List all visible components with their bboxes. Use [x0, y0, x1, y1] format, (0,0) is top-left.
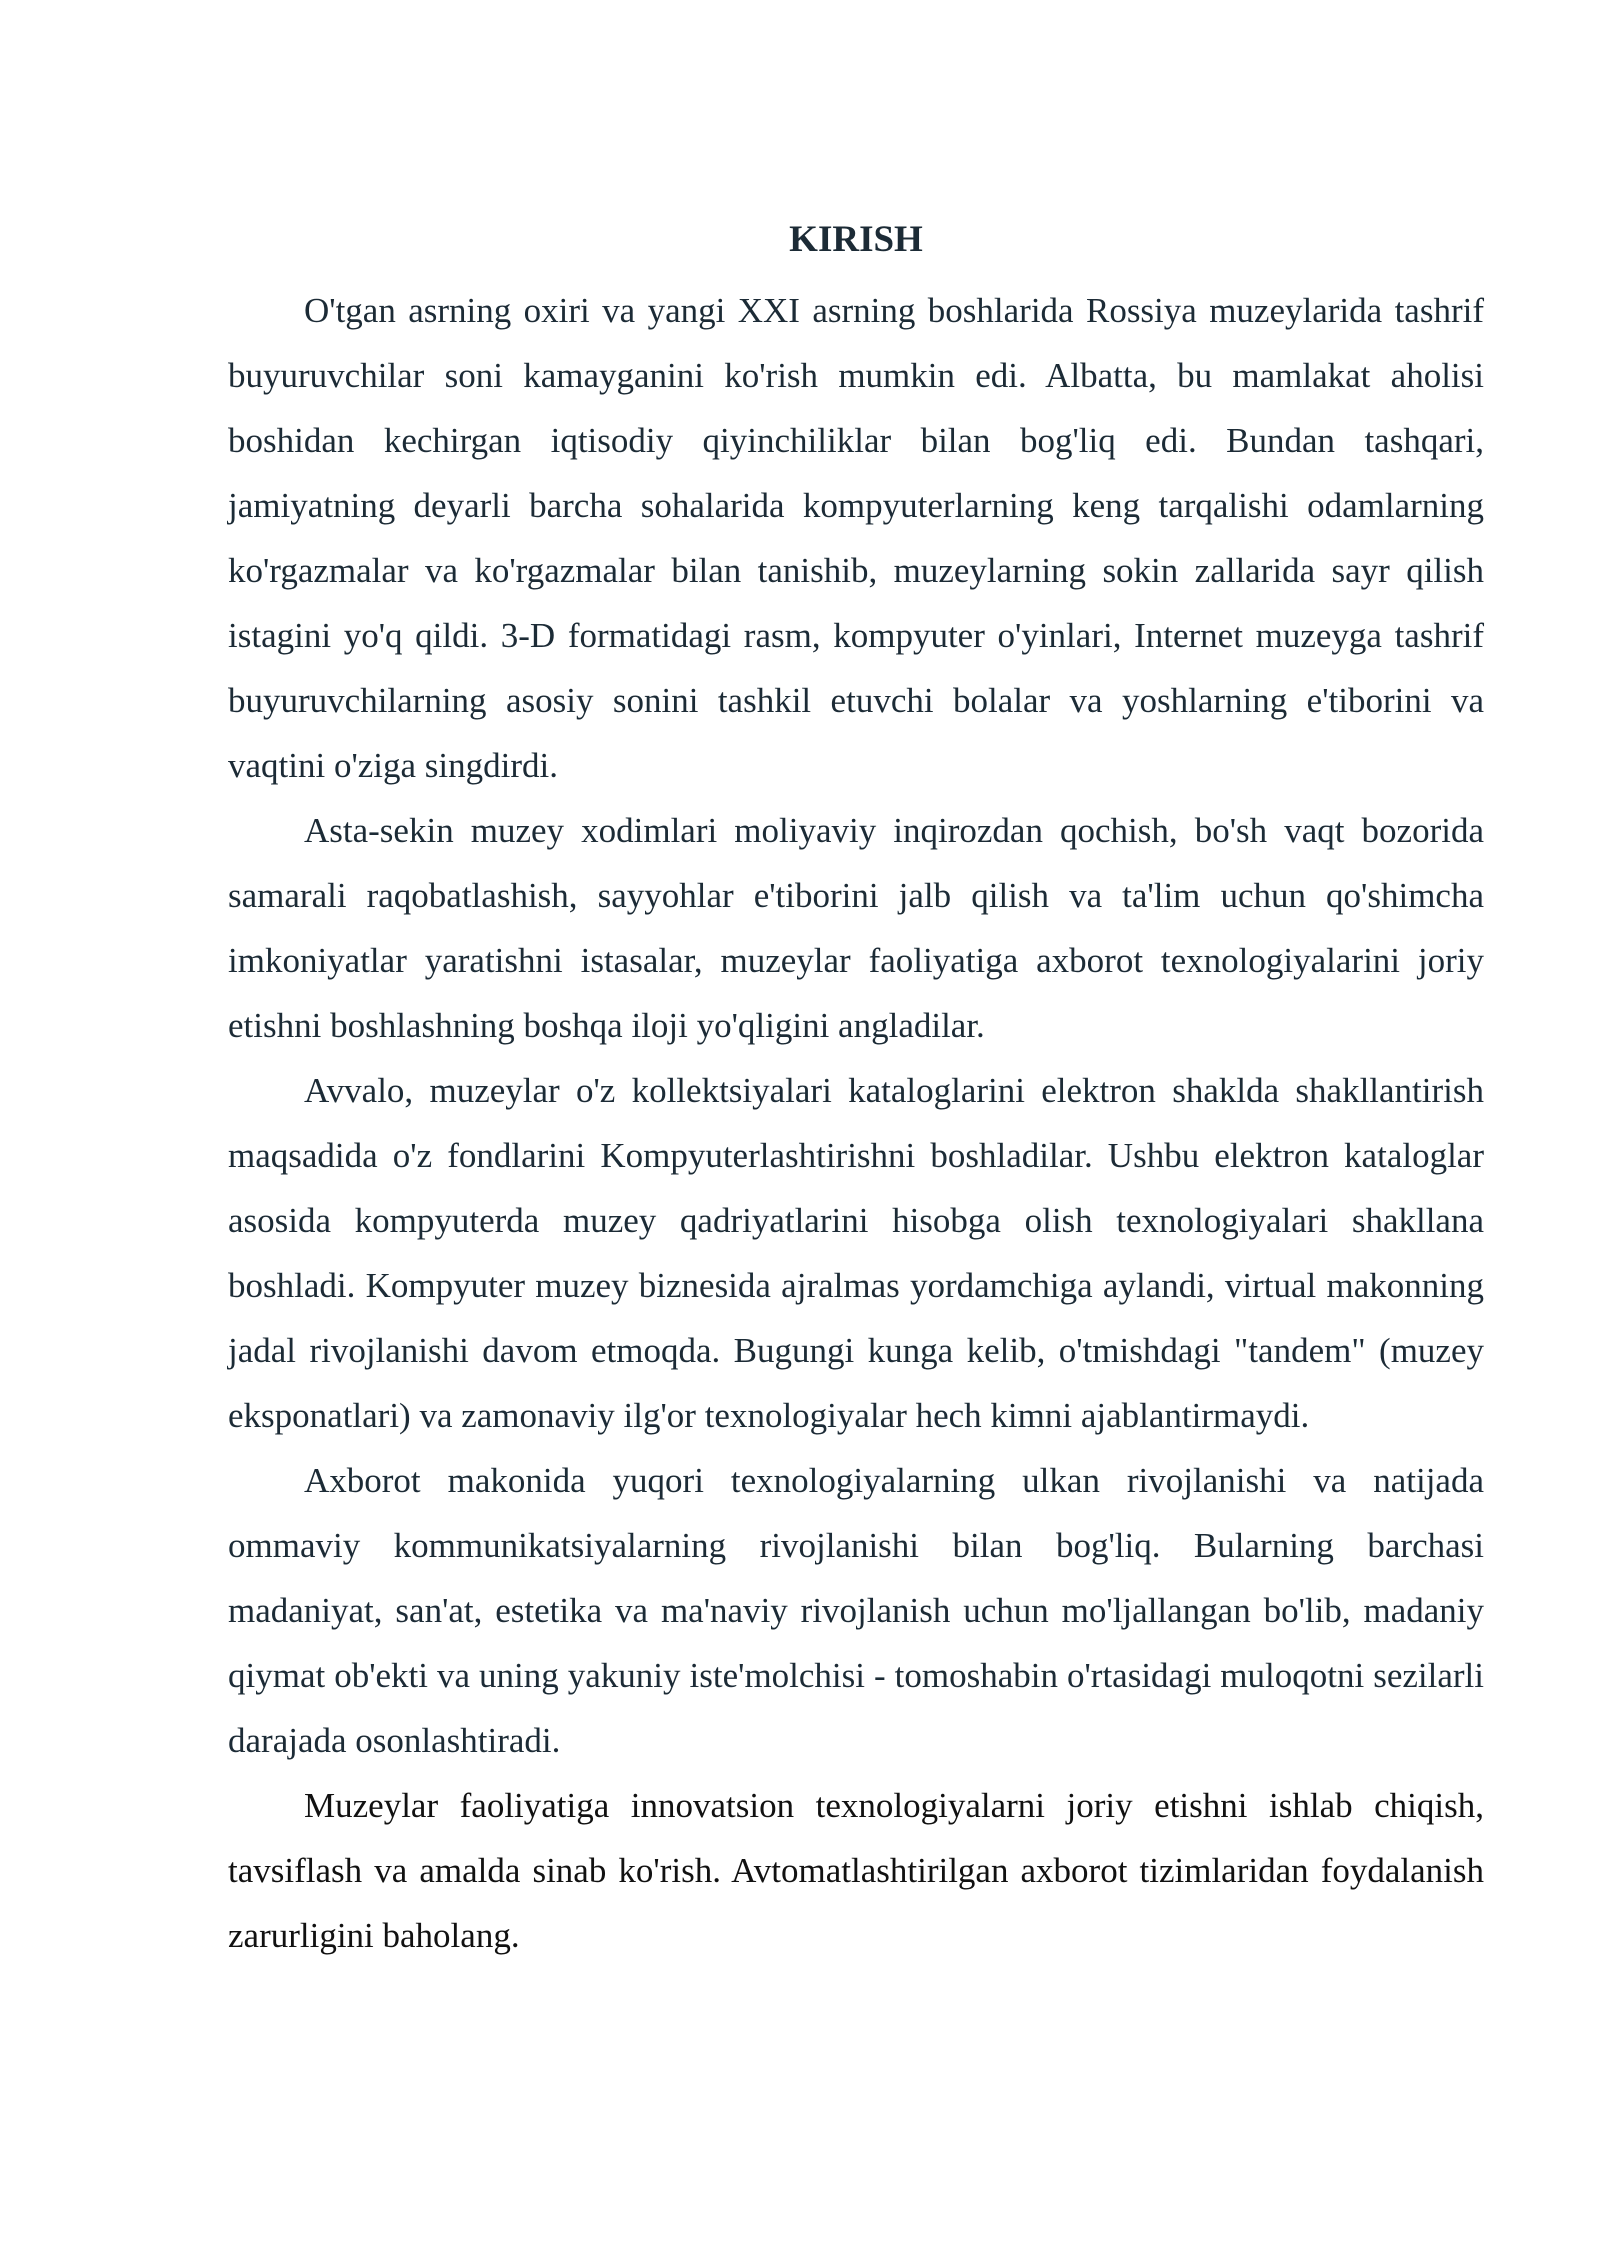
- paragraph-3: Avvalo, muzeylar o'z kollektsiyalari kataloglarini elektron shaklda shakllantirish maqsadida o'z fondlarini Kompyuterlashtirishni boshladilar. Ushbu elektron kataloglar asosida kompyuterda muzey qadriyatlarini hisobga olish texnologiyalari shakllana boshladi. Kompyuter muzey biznesida ajralmas yordamchiga aylandi, virtual makonning jadal rivojlanishi davom etmoqda. Bugungi kunga kelib, o'tmishdagi "tandem" (muzey eksponatlari) va zamonaviy ilg'or texnologiyalar hech kimni ajablantirmaydi.: [228, 1071, 1484, 1435]
- paragraph-4: Axborot makonida yuqori texnologiyalarning ulkan rivojlanishi va natijada ommaviy kommunikatsiyalarning rivojlanishi bilan bog'liq. Bularning barchasi madaniyat, san'at, estetika va ma'naviy rivojlanish uchun mo'ljallangan bo'lib, madaniy qiymat ob'ekti va uning yakuniy iste'molchisi - tomoshabin o'rtasidagi muloqotni sezilarli darajada osonlashtiradi.: [228, 1461, 1484, 1760]
- document-page: [228, 210, 1484, 1968]
- paragraph-2: Asta-sekin muzey xodimlari moliyaviy inqirozdan qochish, bo'sh vaqt bozorida samarali raqobatlashish, sayyohlar e'tiborini jalb qilish va ta'lim uchun qo'shimcha imkoniyatlar yaratishni istasalar, muzeylar faoliyatiga axborot texnologiyalarini joriy etishni boshlashning boshqa iloji yo'qligini angladilar.: [228, 811, 1484, 1045]
- paragraph-5: Muzeylar faoliyatiga innovatsion texnologiyalarni joriy etishni ishlab chiqish, tavsiflash va amalda sinab ko'rish. Avtomatlashtirilgan axborot tizimlaridan foydalanish zarurligini baholang.: [228, 1786, 1484, 1955]
- document-title: KIRISH: [789, 219, 923, 260]
- paragraph-1: O'tgan asrning oxiri va yangi XXI asrning boshlarida Rossiya muzeylarida tashrif buyuruvchilar soni kamayganini ko'rish mumkin edi. Albatta, bu mamlakat aholisi boshidan kechirgan iqtisodiy qiyinchiliklar bilan bog'liq edi. Bundan tashqari, jamiyatning deyarli barcha sohalarida kompyuterlarning keng tarqalishi odamlarning ko'rgazmalar va ko'rgazmalar bilan tanishib, muzeylarning sokin zallarida sayr qilish istagini yo'q qildi. 3-D formatidagi rasm, kompyuter o'yinlari, Internet muzeyga tashrif buyuruvchilarning asosiy sonini tashkil etuvchi bolalar va yoshlarning e'tiborini va vaqtini o'ziga singdirdi.: [228, 291, 1484, 785]
